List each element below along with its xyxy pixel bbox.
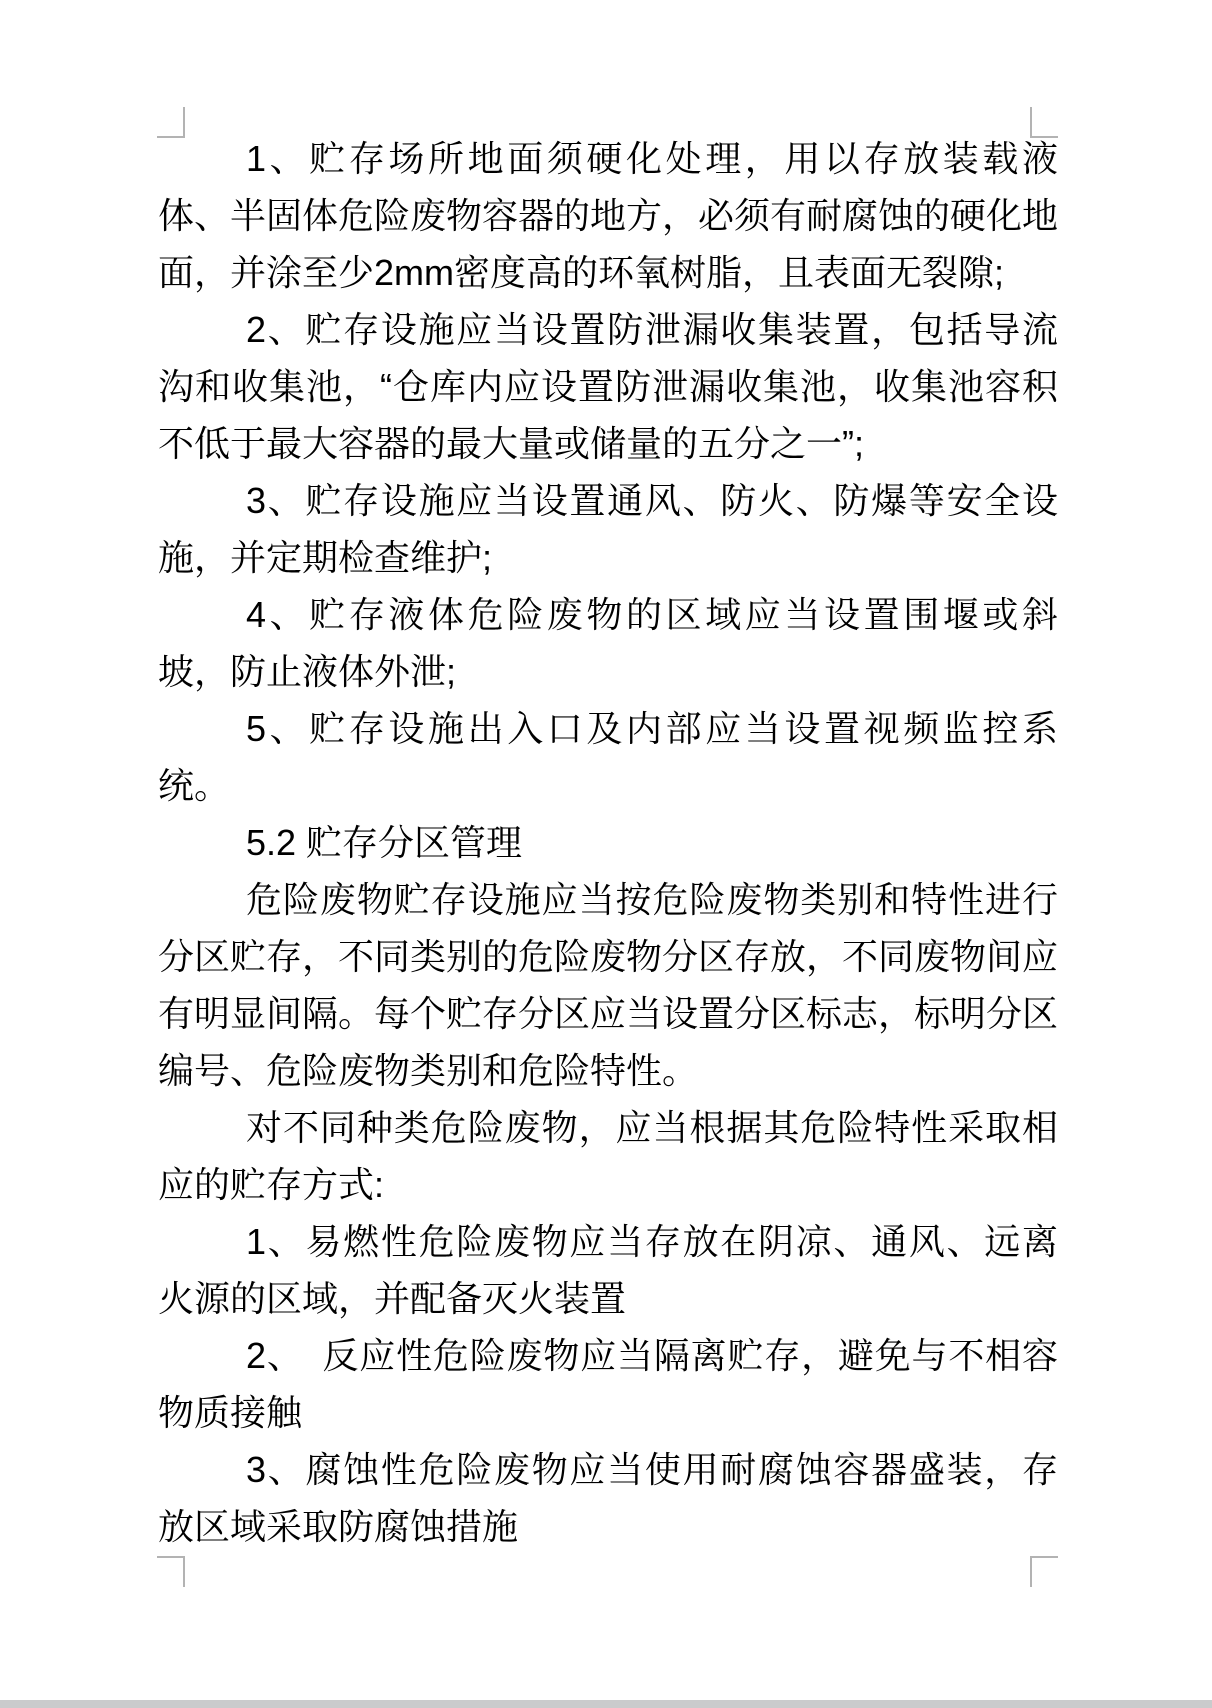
document-body xyxy=(158,130,1058,1555)
paragraph: 4、贮存液体危险废物的区域应当设置围堰或斜坡，防止液体外泄; xyxy=(158,594,1058,692)
paragraph: 危险废物贮存设施应当按危险废物类别和特性进行分区贮存，不同类别的危险废物分区存放，不同废物间应有明显间隔。每个贮存分区应当设置分区标志，标明分区编号、危险废物类别和危险特性。 xyxy=(158,879,1059,1091)
paragraph: 2、贮存设施应当设置防泄漏收集装置，包括导流沟和收集池，“仓库内应设置防泄漏收集池，收集池容积不低于最大容器的最大量或储量的五分之一”; xyxy=(158,309,1058,464)
paragraph: 对不同种类危险废物，应当根据其危险特性采取相应的贮存方式: xyxy=(158,1107,1058,1205)
paragraph: 1、贮存场所地面须硬化处理，用以存放装载液体、半固体危险废物容器的地方，必须有耐腐蚀的硬化地面，并涂至少2mm密度高的环氧树脂，且表面无裂隙; xyxy=(158,138,1059,293)
paragraph: 2、 反应性危险废物应当隔离贮存，避免与不相容物质接触 xyxy=(158,1335,1058,1433)
paragraph: 3、腐蚀性危险废物应当使用耐腐蚀容器盛装，存放区域采取防腐蚀措施 xyxy=(158,1449,1058,1547)
page-edge-gap xyxy=(0,1700,1212,1708)
paragraph-section-heading: 5.2 贮存分区管理 xyxy=(246,822,523,863)
paragraph: 3、贮存设施应当设置通风、防火、防爆等安全设施，并定期检查维护; xyxy=(158,480,1058,578)
crop-mark-bottom-left xyxy=(157,1556,185,1587)
crop-mark-bottom-right xyxy=(1030,1556,1058,1587)
paragraph: 1、易燃性危险废物应当存放在阴凉、通风、远离火源的区域，并配备灭火装置 xyxy=(158,1221,1058,1319)
paragraph: 5、贮存设施出入口及内部应当设置视频监控系统。 xyxy=(158,708,1058,806)
